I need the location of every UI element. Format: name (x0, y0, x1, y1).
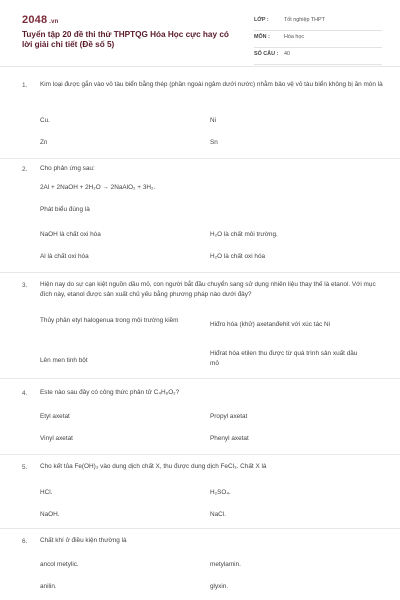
question-text: Cho phản ứng sau: (40, 165, 95, 172)
answer-option[interactable]: glyxin. (210, 583, 229, 590)
answer-option[interactable]: anilin. (40, 583, 57, 590)
logo-suffix: .vn (49, 19, 59, 25)
question-number: 5. (22, 464, 28, 471)
meta-value: 40 (284, 51, 290, 57)
question-text: Chất khí ở điều kiện thường là (40, 537, 127, 544)
question-divider (0, 272, 400, 273)
logo-text: 2048 (22, 14, 48, 26)
question-text: Cho kết tủa Fe(OH)₃ vào dung dịch chất X, thu được dung dịch FeCl₃. Chất X là (40, 463, 267, 470)
question-number: 2. (22, 166, 28, 173)
answer-option[interactable]: metylamin. (210, 561, 241, 568)
question-text: Este nào sau đây có công thức phân tử C₄H₈O₂? (40, 389, 180, 396)
question-statement: Phát biểu đúng là (40, 206, 90, 213)
meta-label: SỐ CÂU : (254, 51, 279, 57)
question-number: 4. (22, 390, 28, 397)
question-number: 3. (22, 282, 28, 289)
meta-row-subject (254, 33, 382, 48)
answer-option[interactable]: Propyl axetat (210, 413, 248, 420)
question-number: 1. (22, 82, 28, 89)
answer-option[interactable]: Zn (40, 139, 48, 146)
document-meta (254, 16, 382, 67)
answer-option[interactable]: H₂O là chất môi trường. (210, 231, 278, 238)
question-text: Kim loại được gắn vào vỏ tàu biển bằng thép (phần ngoài ngâm dưới nước) nhằm bảo vệ vỏ tàu biển không bị ăn mòn là (40, 81, 383, 88)
answer-option[interactable]: Hiđro hóa (khử) axetanđehit với xúc tác Ni (210, 321, 331, 328)
meta-row-class (254, 16, 382, 31)
answer-option[interactable]: Lên men tinh bột (40, 357, 88, 364)
answer-option[interactable]: H₂O là chất oxi hóa (210, 253, 266, 260)
meta-label: MÔN : (254, 34, 270, 40)
answer-option[interactable]: Al là chất oxi hóa (40, 253, 89, 260)
header-divider (0, 66, 400, 67)
reaction-equation: 2Al + 2NaOH + 2H₂O → 2NaAlO₂ + 3H₂. (40, 184, 156, 191)
answer-option[interactable]: Phenyl axetat (210, 435, 249, 442)
question-divider (0, 158, 400, 159)
answer-option[interactable]: ancol metylic. (40, 561, 79, 568)
answer-option[interactable]: Thủy phân etyl halogenua trong môi trường kiềm (40, 317, 179, 324)
answer-option[interactable]: Ni (210, 117, 217, 124)
question-text: Hiện nay do sự cạn kiệt nguồn dầu mỏ, con người bắt đầu chuyển sang sử dụng nhiên liệu thay thế là etanol. Với mục đích này, etanol được sản xuất chủ yếu bằng phương pháp nào dưới đây? (40, 281, 376, 298)
answer-option[interactable]: Hiđrat hóa etilen thu được từ quá trình sản xuất dầu mỏ (210, 350, 358, 367)
answer-option[interactable]: NaCl. (210, 511, 226, 518)
answer-option[interactable]: HCl. (40, 489, 53, 496)
document-title: Tuyển tập 20 đề thi thử THPTQG Hóa Học cực hay có lời giải chi tiết (Đề số 5) (22, 30, 229, 49)
meta-row-count (254, 50, 382, 65)
answer-option[interactable]: Etyl axetat (40, 413, 70, 420)
answer-option[interactable]: NaOH. (40, 511, 60, 518)
answer-option[interactable]: Vinyl axetat (40, 435, 73, 442)
answer-option[interactable]: H₂SO₄. (210, 489, 231, 496)
answer-option[interactable]: Cu. (40, 117, 50, 124)
question-divider (0, 528, 400, 529)
meta-label: LỚP : (254, 17, 269, 23)
answer-option[interactable]: Sn (210, 139, 218, 146)
site-logo[interactable] (22, 14, 59, 26)
meta-value: Hóa học (284, 34, 305, 40)
question-divider (0, 378, 400, 379)
question-number: 6. (22, 538, 28, 545)
answer-option[interactable]: NaOH là chất oxi hóa (40, 231, 101, 238)
question-divider (0, 454, 400, 455)
meta-value: Tốt nghiệp THPT (284, 17, 325, 23)
